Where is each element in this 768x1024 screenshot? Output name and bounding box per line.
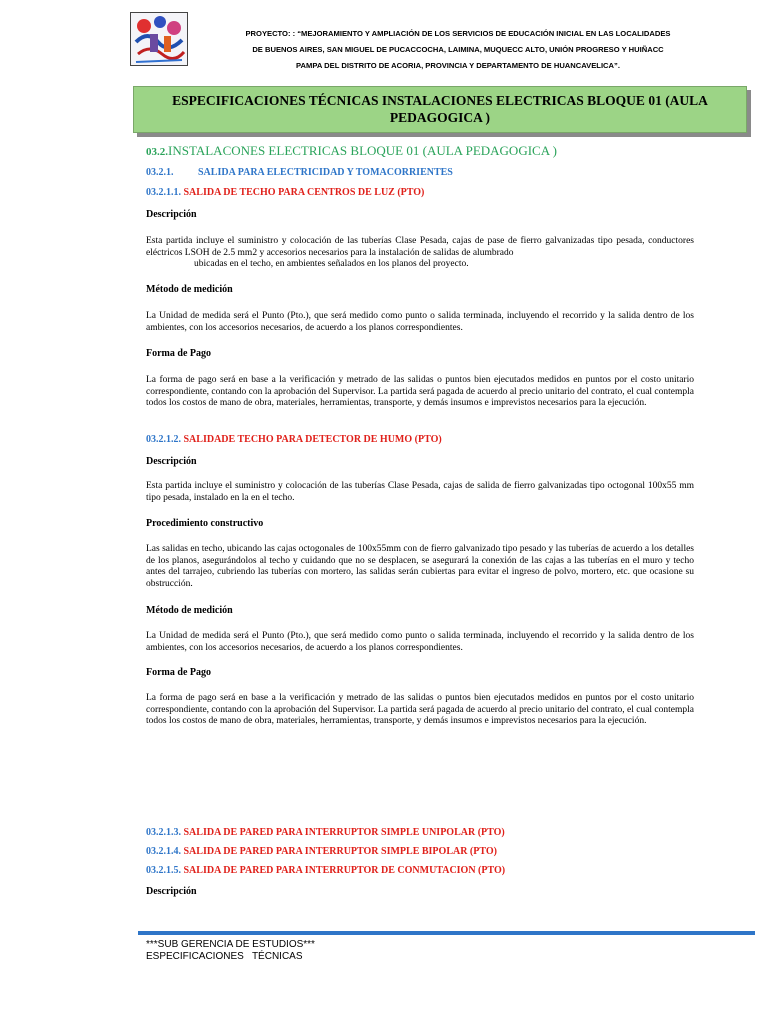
footer-line-1: ***SUB GERENCIA DE ESTUDIOS*** xyxy=(146,939,315,950)
item-title-1: SALIDA DE TECHO PARA CENTROS DE LUZ (PTO) xyxy=(183,187,425,198)
banner-title: ESPECIFICACIONES TÉCNICAS INSTALACIONES ELECTRICAS BLOQUE 01 (AULA PEDAGOGICA ) xyxy=(172,93,708,125)
section-heading xyxy=(146,143,557,159)
project-header xyxy=(198,26,718,74)
section-title: INSTALACONES ELECTRICAS BLOQUE 01 (AULA PEDAGOGICA ) xyxy=(168,143,557,158)
item2-procedure-label: Procedimiento constructivo xyxy=(146,518,264,529)
logo xyxy=(130,12,188,66)
item-heading-1 xyxy=(146,187,424,198)
item1-measure-label: Método de medición xyxy=(146,284,233,295)
subsection-heading xyxy=(146,167,453,178)
item-heading-4 xyxy=(146,846,497,857)
item-number-4: 03.2.1.4. xyxy=(146,846,181,857)
item2-measure-label: Método de medición xyxy=(146,605,233,616)
section-number: 03.2. xyxy=(146,146,168,158)
item-number-5: 03.2.1.5. xyxy=(146,865,181,876)
item-heading-3 xyxy=(146,827,505,838)
item1-desc-text xyxy=(146,236,694,271)
footer-line-2: ESPECIFICACIONES TÉCNICAS xyxy=(146,951,303,962)
item5-desc-label: Descripción xyxy=(146,886,197,897)
project-line-2: DE BUENOS AIRES, SAN MIGUEL DE PUCACCOCHA, LAIMINA, MUQUECC ALTO, UNIÓN PROGRESO Y HUIÑACC xyxy=(252,45,664,54)
item1-measure-text: La Unidad de medida será el Punto (Pto.), que será medido como punto o salida terminada, incluyendo el recorrido y la salida dentro de los ambientes, con los accesorios necesarios, de acuerdo a los planos correspondientes. xyxy=(146,311,694,333)
item2-payment-label: Forma de Pago xyxy=(146,667,211,678)
item-title-4: SALIDA DE PARED PARA INTERRUPTOR SIMPLE BIPOLAR (PTO) xyxy=(183,846,497,857)
item-title-2: SALIDADE TECHO PARA DETECTOR DE HUMO (PTO) xyxy=(183,434,442,445)
item-number-1: 03.2.1.1. xyxy=(146,187,181,198)
item1-desc-label: Descripción xyxy=(146,209,197,220)
item1-desc-line2: ubicadas en el techo, en ambientes señalados en los planos del proyecto. xyxy=(194,259,469,269)
project-line-3: PAMPA DEL DISTRITO DE ACORIA, PROVINCIA Y DEPARTAMENTO DE HUANCAVELICA”. xyxy=(296,61,620,70)
footer xyxy=(146,939,315,963)
item2-payment-text: La forma de pago será en base a la verificación y metrado de las salidas o puntos bien ejecutados medidos en puntos por el costo unitario correspondiente, contando con la aprobación del Supervisor. La partida será pagada de acuerdo al precio unitario del contrato, el cual contempla todos los costos de mano de obra, materiales, herramientas, transporte, y demás insumos e imprevistos necesarios para la ejecución. xyxy=(146,693,694,726)
item2-measure-text: La Unidad de medida será el Punto (Pto.), que será medido como punto o salida terminada, incluyendo el recorrido y la salida dentro de los ambientes, con los accesorios necesarios, de acuerdo a los planos correspondientes. xyxy=(146,631,694,653)
subsection-title: SALIDA PARA ELECTRICIDAD Y TOMACORRIENTES xyxy=(198,167,453,178)
subsection-number: 03.2.1. xyxy=(146,167,174,178)
item2-desc-text: Esta partida incluye el suministro y colocación de las tuberías Clase Pesada, cajas de salida de fierro galvanizadas tipo octogonal 100x55 mm tipo pesada, instalado en la en el techo. xyxy=(146,481,694,503)
item1-desc-line1: Esta partida incluye el suministro y colocación de las tuberías Clase Pesada, cajas de pase de fierro galvanizadas tipo pesada, conductores eléctricos LSOH de 2.5 mm2 y accesorios necesarios para la instalación de salidas de alumbrado xyxy=(146,236,694,258)
item2-desc-label: Descripción xyxy=(146,456,197,467)
footer-divider xyxy=(138,931,755,935)
item1-payment-label: Forma de Pago xyxy=(146,348,211,359)
project-line-1: PROYECTO: : “MEJORAMIENTO Y AMPLIACIÓN DE LOS SERVICIOS DE EDUCACIÓN INICIAL EN LAS LOCALIDADES xyxy=(245,29,671,38)
item-heading-2 xyxy=(146,434,442,445)
item1-payment-text: La forma de pago será en base a la verificación y metrado de las salidas o puntos bien ejecutados medidos en puntos por el costo unitario correspondiente, contando con la aprobación del Supervisor. La partida será pagada de acuerdo al precio unitario del contrato, el cual contempla todos los costos de mano de obra, materiales, herramientas, transporte, y demás insumos e imprevistos necesarios para la ejecución. xyxy=(146,375,694,408)
item-heading-5 xyxy=(146,865,505,876)
title-banner xyxy=(133,86,747,133)
item-number-2: 03.2.1.2. xyxy=(146,434,181,445)
item-number-3: 03.2.1.3. xyxy=(146,827,181,838)
item-title-5: SALIDA DE PARED PARA INTERRUPTOR DE CONMUTACION (PTO) xyxy=(183,865,506,876)
item2-procedure-text: Las salidas en techo, ubicando las cajas octogonales de 100x55mm con de fierro galvanizado tipo pesado y las tuberías de acuerdo a los detalles de los planos, asegurándolos al techo y cuidando que no se desplacen, se asegurará la conexión de las cajas a las tuberías en el muro y techo antes del tarrajeo, cubriendo las tuberías con mortero, las salidas serán cubiertas para evitar el ingreso de polvo, mortero, etc. que ocasione su obstrucción. xyxy=(146,544,694,589)
item-title-3: SALIDA DE PARED PARA INTERRUPTOR SIMPLE UNIPOLAR (PTO) xyxy=(183,827,505,838)
